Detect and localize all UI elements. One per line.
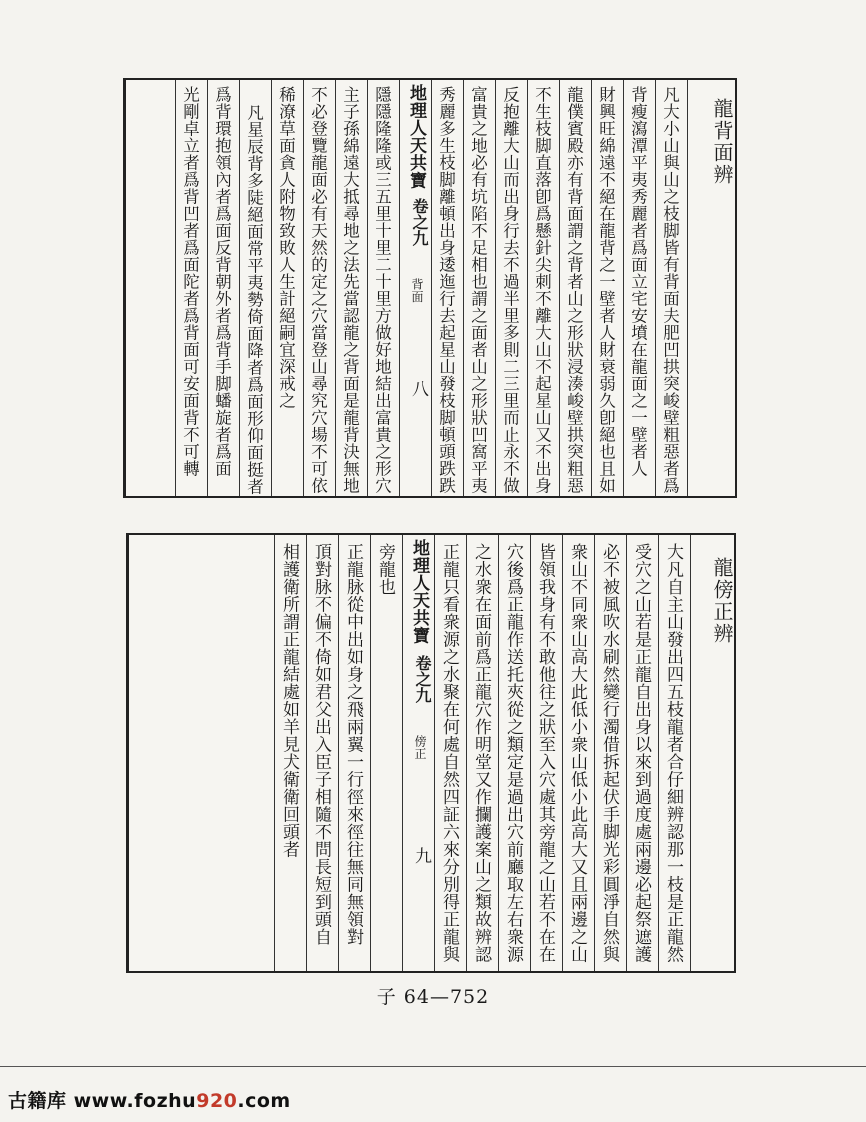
top-text-column: 光剛卓立者爲背凹者爲面陀者爲背面可安面背不可轉 — [180, 86, 200, 477]
top-text-column: 凡大小山與山之枝脚皆有背面夫肥凹拱突峻壁粗惡者爲 — [660, 86, 680, 494]
volume-page-label: 子 64—752 — [376, 986, 490, 1008]
watermark-suffix: .com — [237, 1090, 291, 1112]
top-text-column: 反抱離大山而出身行去不過半里多則二三里而止永不做 — [500, 86, 520, 494]
bottom-text-column: 必不被風吹水刷然變行濁借拆起伏手脚光彩圓淨自然與 — [599, 543, 619, 963]
bottom-text-column: 衆山不同衆山高大此低小衆山低小此高大又且兩邊之山 — [567, 543, 587, 963]
top-page-number: 八 — [408, 380, 428, 398]
footer-divider — [0, 1066, 866, 1067]
bottom-text-column: 受穴之山若是正龍自出身以來到過度處兩邊必起祭遮護 — [631, 543, 651, 963]
top-text-column: 富貴之地必有坑陷不足相也謂之面者山之形狀凹窩平夷 — [468, 86, 488, 494]
bottom-text-column: 穴後爲正龍作送托夾從之類定是過出穴前廳取左右衆源 — [503, 543, 523, 963]
top-text-column: 龍僕賓殿亦有背面謂之背者山之形狀浸湊峻壁拱突粗惡 — [564, 86, 584, 494]
bottom-text-column: 大凡自主山發出四五枝龍者合仔細辨認那一枝是正龍然 — [663, 543, 683, 963]
bottom-text-column: 正龍脉從中出如身之飛兩翼一行徑來徑往無同無領對 — [343, 543, 363, 946]
top-text-column: 不生枝脚直落卽爲懸針尖刺不離大山不起星山又不出身 — [532, 86, 552, 494]
top-page-panel — [123, 78, 737, 498]
top-text-column: 不必登覽龍面必有天然的定之穴當登山尋究穴場不可依 — [308, 86, 328, 494]
top-text-column: 財興旺綿遠不絕在龍背之一壁者人財衰弱久卽絕也且如 — [596, 86, 616, 494]
top-text-column: 隱隱隆隆或三五里十里二十里方做好地結出富貴之形穴 — [372, 86, 392, 494]
bottom-section-label: 傍正 — [413, 735, 427, 760]
top-section-title: 龍背面辨 — [710, 98, 734, 186]
top-text-column: 爲背環抱領內者爲面反背朝外者爲背手脚蟠旋者爲面 — [212, 86, 232, 477]
bottom-section-title: 龍傍正辨 — [710, 557, 734, 645]
bottom-text-column: 旁龍也 — [375, 543, 395, 596]
bottom-fish-tail-label: 卷之九 — [413, 655, 432, 703]
bottom-text-column: 皆領我身有不敢他往之狀至入穴處其旁龍之山若不在在 — [535, 543, 555, 963]
bottom-text-column: 相護衛所謂正龍結處如羊見犬衛衛回頭者 — [279, 543, 299, 858]
top-text-column: 凡星辰背多陡絕面常平夷勢倚面降者爲面形仰面挺者 — [244, 104, 264, 495]
site-watermark — [8, 1086, 291, 1113]
bottom-page-panel — [126, 533, 736, 973]
bottom-text-column: 頂對脉不偏不倚如君父出入臣子相隨不問長短到頭自 — [311, 543, 331, 946]
top-text-column: 稀潦草面貪人附物致敗人生計絕嗣宜深戒之 — [276, 86, 296, 409]
top-text-column: 秀麗多生枝脚離頓出身逶迤行去起星山發枝脚頓頭跌跌 — [436, 86, 456, 494]
top-text-column: 主子孫綿遠大抵尋地之法先當認龍之背面是龍背決無地 — [340, 86, 360, 494]
top-section-label: 背面 — [410, 278, 424, 303]
bottom-text-column: 之水衆在面前爲正龍穴作明堂又作攔護案山之類故辨認 — [471, 543, 491, 963]
top-text-column: 背瘦瀉潭平夷秀麗者爲面立宅安墳在龍面之一壁者人 — [628, 86, 648, 477]
bottom-page-number: 九 — [411, 847, 431, 865]
watermark-highlight: 920 — [196, 1090, 238, 1112]
top-fish-tail-label: 卷之九 — [410, 198, 429, 246]
bottom-text-column: 正龍只看衆源之水聚在何處自然四証六來分別得正龍與 — [439, 543, 459, 963]
watermark-prefix: 古籍库 www.fozhu — [8, 1090, 197, 1112]
top-header-label: 地理人天共寶 — [406, 84, 426, 189]
bottom-header-label: 地理人天共寶 — [409, 539, 429, 644]
